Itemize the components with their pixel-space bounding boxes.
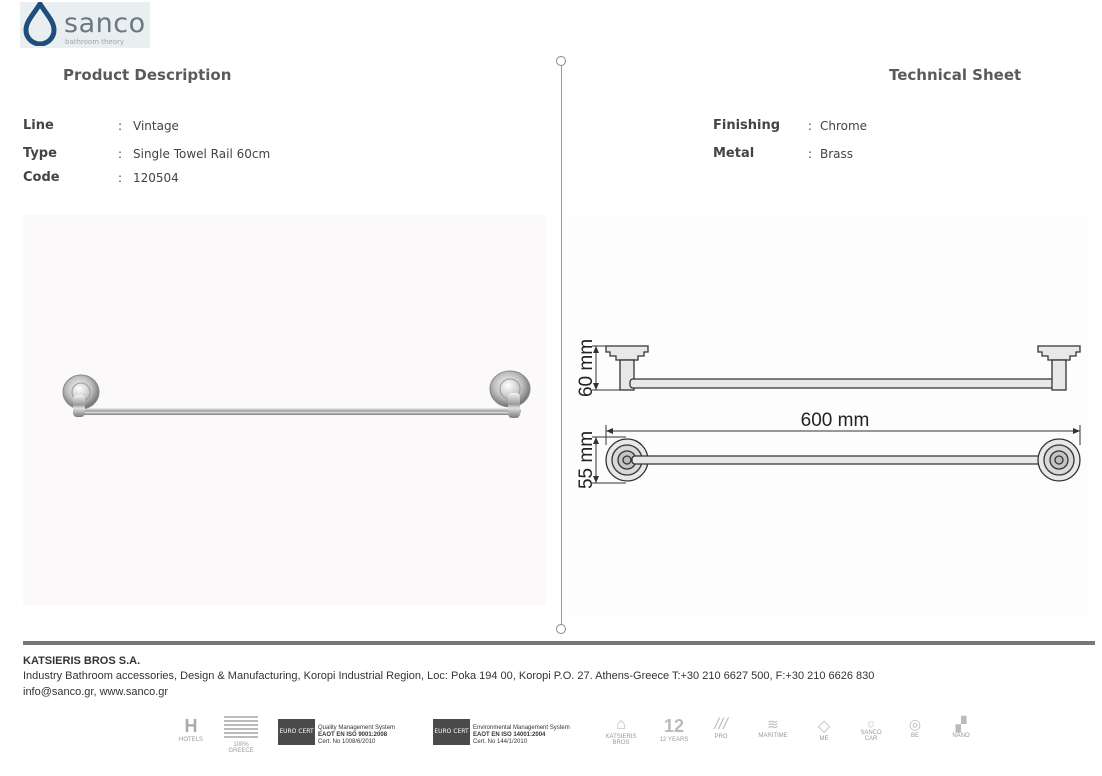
divider-end-dot — [556, 56, 566, 66]
colon: : — [118, 119, 123, 133]
divider-end-dot — [556, 624, 566, 634]
eurocert-logo: EURO CERT — [278, 719, 315, 745]
cert-number: Cert. No 144/1/2010 — [473, 739, 528, 745]
cert-number: Cert. No 1008/6/2010 — [318, 739, 376, 745]
company-address: Industry Bathroom accessories, Design & Manufacturing, Koropi Industrial Region, Loc: Poka 194 00, Koropi P.O. 27. Athens-Greece T:+30 210 6627 500, F:+30 210 6626 830 — [23, 670, 875, 682]
colon: : — [118, 171, 123, 185]
brand-name: sanco — [64, 8, 146, 39]
height-dimension-label: 60 mm — [576, 338, 597, 398]
brand-tagline: bathroom theory — [65, 38, 125, 46]
type-label: Type — [23, 146, 57, 161]
depth-dimension-label: 55 mm — [576, 430, 597, 490]
metal-label: Metal — [713, 146, 755, 161]
cert-title: Environmental Management System — [473, 725, 570, 731]
colon: : — [808, 119, 813, 133]
sanco-car-badge: ☼ SANCO CAR — [860, 716, 882, 742]
company-name: KATSIERIS BROS S.A. — [23, 655, 141, 667]
be-badge: ◎ BE — [908, 716, 922, 739]
nano-badge: ▞ NANO — [952, 716, 970, 739]
finishing-label: Finishing — [713, 118, 781, 133]
product-description-heading: Product Description — [63, 66, 232, 84]
colon: : — [118, 147, 123, 161]
line-value: Vintage — [133, 119, 179, 133]
maritime-badge: ≋ MARITIME — [758, 716, 788, 739]
pro-badge: /// PRO — [714, 716, 728, 740]
code-label: Code — [23, 170, 60, 185]
line-label: Line — [23, 118, 54, 133]
eurocert-logo: EURO CERT — [433, 719, 470, 745]
width-dimension-label: 600 mm — [800, 410, 870, 431]
metal-value: Brass — [820, 147, 854, 161]
finishing-value: Chrome — [820, 119, 868, 133]
years-badge: 12 12 YEARS — [659, 716, 689, 743]
cert-standard: EAOT EN ISO 9001:2008 — [318, 732, 388, 738]
technical-drawing — [568, 215, 1088, 615]
me-badge: ◇ ME — [817, 718, 831, 742]
technical-sheet-heading: Technical Sheet — [889, 66, 1022, 84]
company-logo — [20, 2, 150, 48]
code-value: 120504 — [133, 171, 179, 185]
cert-title: Quality Management System — [318, 725, 396, 731]
product-photo — [23, 215, 546, 605]
company-contact: info@sanco.gr, www.sanco.gr — [23, 686, 169, 698]
footer-rule — [23, 641, 1095, 645]
column-divider — [561, 60, 562, 629]
cert-standard: EAOT EN ISO 14001:2004 — [473, 732, 546, 738]
katsieris-badge: ⌂ KATSIERIS BROS — [605, 716, 637, 746]
water-drop-icon — [22, 2, 58, 46]
colon: : — [808, 147, 813, 161]
hotels-badge: H HOTELS — [178, 716, 203, 743]
type-value: Single Towel Rail 60cm — [133, 147, 271, 161]
towel-rail-image — [23, 215, 546, 605]
greece-badge: 100% GREECE — [224, 716, 258, 754]
